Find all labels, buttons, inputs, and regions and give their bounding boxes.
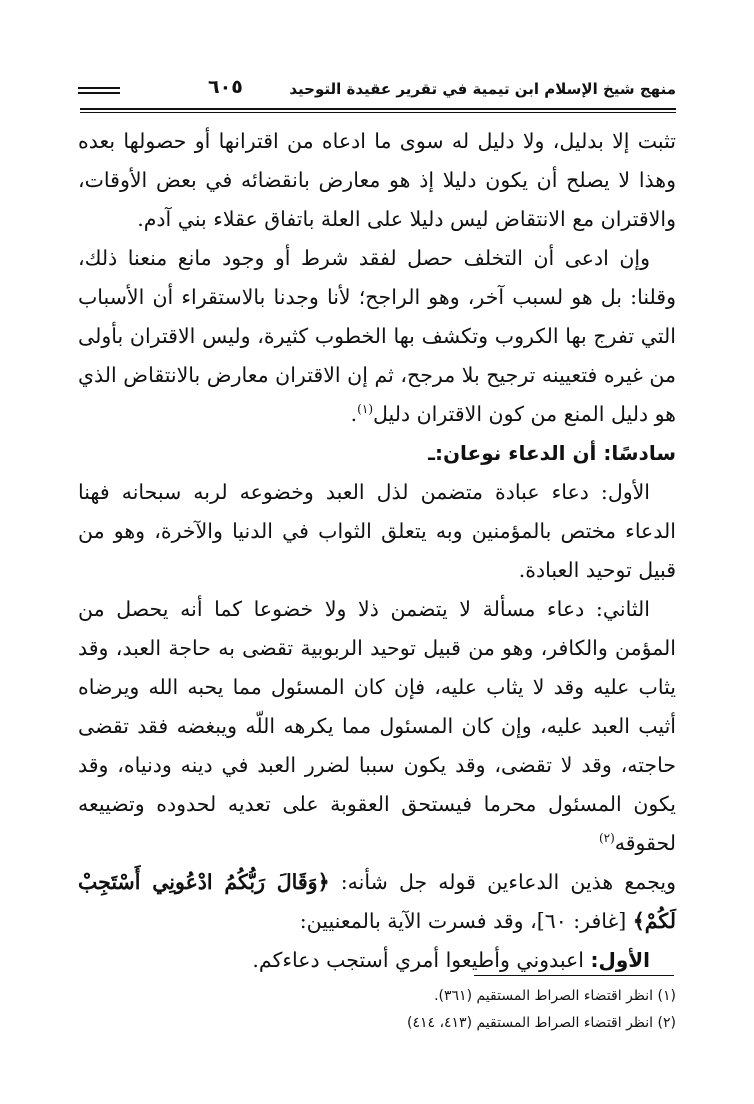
footnote-ref-2: (٢) — [598, 831, 615, 846]
first-meaning-label: الأول: — [590, 948, 650, 972]
header-rule — [80, 108, 676, 113]
verse-intro: ويجمع هذين الدعاءين قوله جل شأنه: — [340, 870, 676, 894]
paragraph-second-type — [78, 590, 676, 863]
footnote-2: (٢) انظر اقتضاء الصراط المستقيم (٤١٣، ٤١٤) — [407, 1015, 676, 1031]
footnote-separator — [474, 975, 674, 976]
paragraph-objection-text: وإن ادعى أن التخلف حصل لفقد شرط أو وجود مانع منعنا ذلك، وقلنا: بل هو لسبب آخر، وهو الراجح؛ لأنا وجدنا بالاستقراء أن الأسباب التي تفرج بها الكروب وتكشف بها الخطوب كثيرة، وليس الاقتران بأولى من غيره فتعيينه ترجيح بلا مرجح، ثم إن الاقتران معارض بالانتقاض الذي هو دليل المنع من كون الاقتران دليل — [78, 246, 676, 426]
paragraph-first-type: الأول: دعاء عبادة متضمن لذل العبد وخضوعه لربه سبحانه فهنا الدعاء مختص بالمؤمنين وبه يتعلق الثواب في الدنيا والآخرة، وهو من قبيل توحيد العبادة. — [78, 480, 676, 582]
paragraph-second-type-text: الثاني: دعاء مسألة لا يتضمن ذلا ولا خضوعا كما أنه يحصل من المؤمن والكافر، وهو من قبيل توحيد الربوبية تقضى به حاجة العبد، وقد يثاب عليه وقد لا يثاب عليه، فإن كان المسئول مما يحبه الله ويرضاه أثيب العبد عليه، وإن كان المسئول مما يكرهه اللّه ويبغضه فقد تقضى حاجته، وقد لا تقضى، وقد يكون سببا لضرر العبد في دينه ودنياه، وقد يكون المسئول محرما فيستحق العقوبة على تعديه لحدوده وتضييعه لحقوقه — [78, 597, 676, 855]
page-number: ٦٠٥ — [208, 76, 243, 98]
quran-verse: ﴿وَقَالَ رَبُّكُمُ ادْعُونِي أَسْتَجِبْ لَكُمْ﴾ — [78, 870, 676, 933]
sentence-end: . — [350, 402, 358, 426]
running-header — [78, 76, 676, 100]
footnotes — [78, 983, 676, 1037]
paragraph-verse — [78, 863, 676, 941]
verse-citation: [غافر: ٦٠] — [536, 909, 627, 933]
page-number-ornament-rule — [78, 87, 120, 97]
paragraph-continuation: تثبت إلا بدليل، ولا دليل له سوى ما ادعاه من اقترانها أو حصولها بعده وهذا لا يصلح أن يكون دليلا إذ هو معارض بانقضائه في بعض الأوقات، والاقتران مع الانتقاض ليس دليلا على العلة باتفاق عقلاء بني آدم. — [78, 129, 676, 231]
footnote-ref-1: (١) — [357, 402, 373, 417]
section-heading: سادسًا: أن الدعاء نوعان:ـ — [428, 441, 676, 465]
first-meaning-text: اعبدوني وأطيعوا أمري أستجب دعاءكم. — [252, 948, 584, 972]
footnote-1: (١) انظر اقتضاء الصراط المستقيم (٣٦١). — [434, 988, 676, 1004]
running-title: منهج شيخ الإسلام ابن تيمية في تقرير عقيدة التوحيد — [289, 80, 676, 98]
main-text — [78, 122, 676, 980]
verse-outro: ، وقد فسرت الآية بالمعنيين: — [299, 909, 537, 933]
paragraph-objection — [78, 239, 676, 434]
